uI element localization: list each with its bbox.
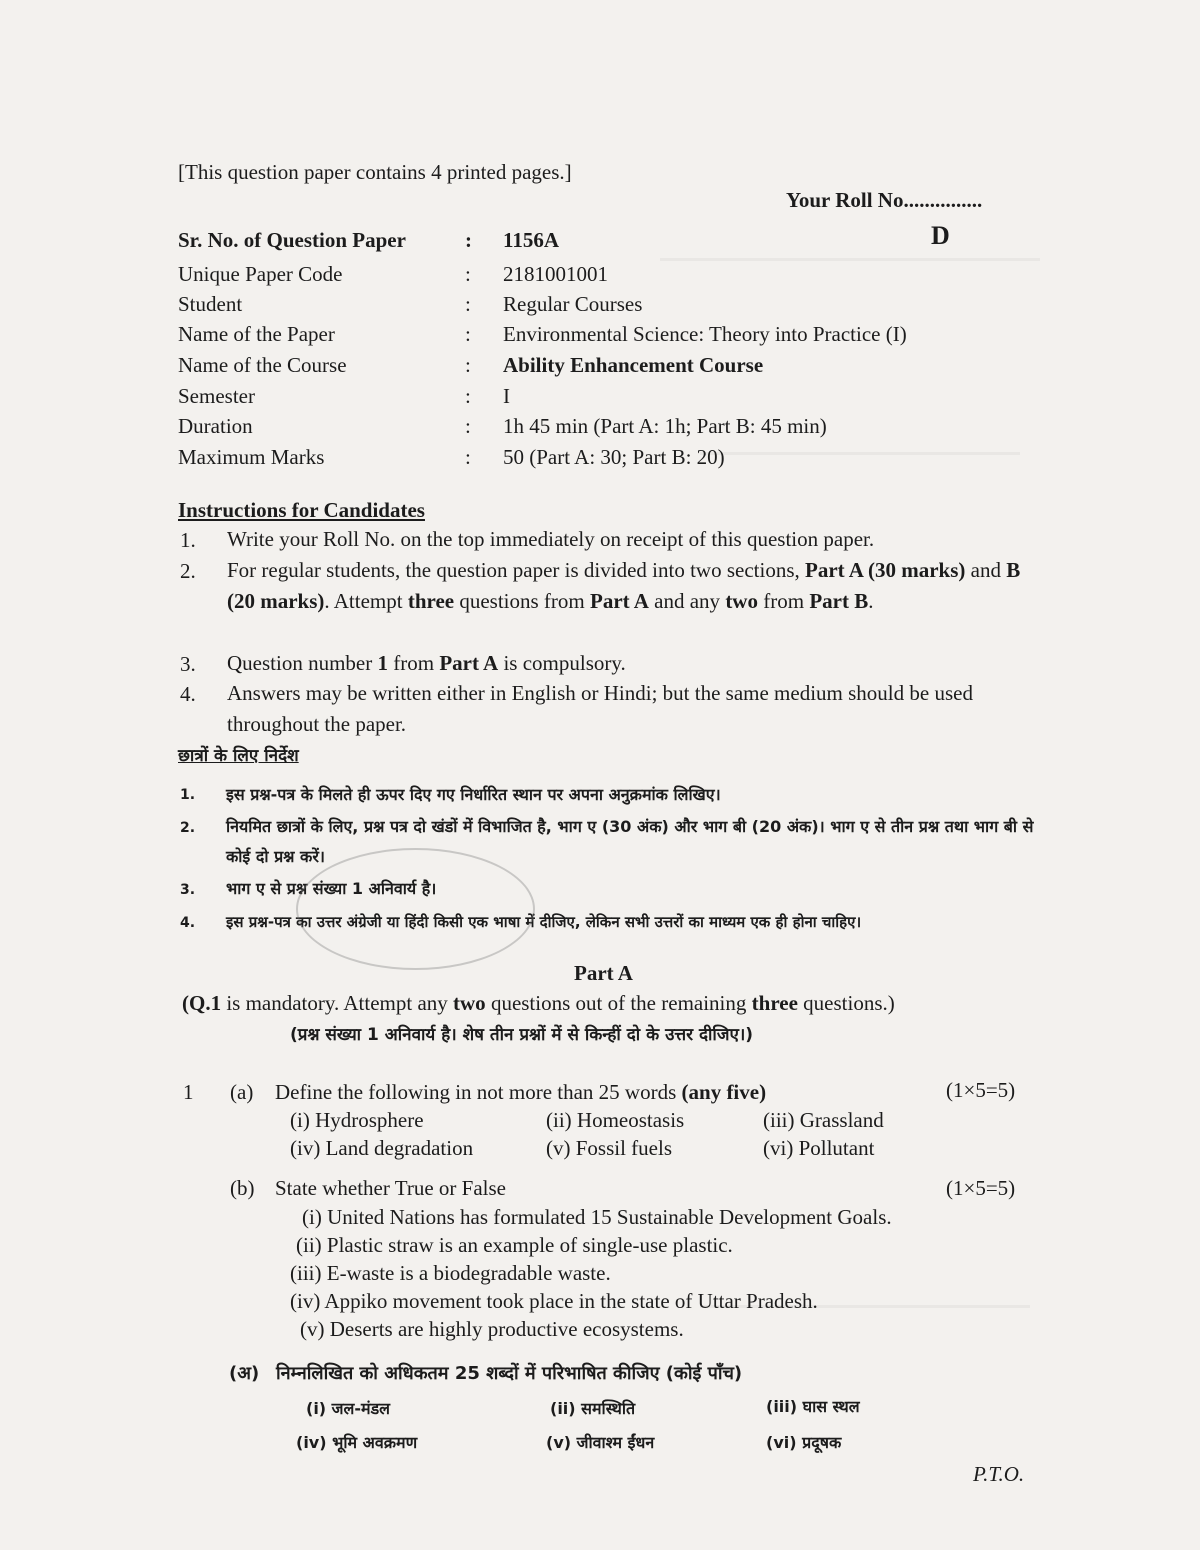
hindi-term-item: (i) जल-मंडल: [306, 1399, 391, 1418]
instruction-text: Write your Roll No. on the top immediately on receipt of this question paper.: [227, 527, 875, 551]
statement-item: (iv) Appiko movement took place in the state of Uttar Pradesh.: [290, 1289, 818, 1313]
meta-colon: :: [465, 228, 472, 252]
hindi-term-item: (iii) घास स्थल: [766, 1397, 860, 1416]
meta-label: Name of the Paper: [178, 322, 335, 346]
question-number: 1: [183, 1080, 194, 1104]
statement-item: (v) Deserts are highly productive ecosystems.: [300, 1317, 684, 1341]
part-a-heading: Part A: [574, 961, 633, 985]
statement-item: (ii) Plastic straw is an example of single-use plastic.: [296, 1233, 733, 1257]
meta-label: Semester: [178, 384, 255, 408]
instruction-number: 3.: [180, 652, 196, 676]
instruction-number: 1.: [180, 528, 196, 552]
meta-value: 50 (Part A: 30; Part B: 20): [503, 445, 725, 469]
hindi-subquestion-label: (अ): [229, 1363, 260, 1384]
meta-colon: :: [465, 292, 471, 316]
term-item: (ii) Homeostasis: [546, 1108, 685, 1132]
meta-value: 1156A: [503, 228, 560, 252]
hindi-instruction-number: 4.: [180, 915, 196, 931]
library-stamp: [296, 848, 535, 970]
term-item: (v) Fossil fuels: [546, 1136, 672, 1160]
meta-colon: :: [465, 414, 471, 438]
subquestion-text: State whether True or False: [275, 1176, 506, 1200]
instruction-number: 4.: [180, 682, 196, 706]
marks-label: (1×5=5): [946, 1176, 1016, 1200]
hindi-instruction-text: भाग ए से प्रश्न संख्या 1 अनिवार्य है।: [226, 879, 437, 898]
hindi-term-item: (v) जीवाश्म ईंधन: [546, 1433, 655, 1452]
instructions-heading: Instructions for Candidates: [178, 498, 425, 522]
meta-colon: :: [465, 262, 471, 286]
instruction-text: Answers may be written either in English or Hindi; but the same medium should be used throughout the paper.: [227, 681, 973, 736]
marks-label: (1×5=5): [946, 1078, 1016, 1102]
hindi-instruction-text: नियमित छात्रों के लिए, प्रश्न पत्र दो खंडों में विभाजित है, भाग ए (30 अंक) और भाग बी (20 अंक)। भाग ए से तीन प्रश्न तथा भाग बी से कोई दो प्रश्न करें।: [226, 817, 1034, 866]
term-item: (vi) Pollutant: [763, 1136, 875, 1160]
meta-label: Name of the Course: [178, 353, 347, 377]
subquestion-label: (a): [230, 1080, 254, 1104]
statement-item: (i) United Nations has formulated 15 Sustainable Development Goals.: [302, 1205, 892, 1229]
meta-label: Student: [178, 292, 243, 316]
meta-label: Maximum Marks: [178, 445, 325, 469]
meta-colon: :: [465, 445, 471, 469]
hindi-instruction-number: 2.: [180, 820, 196, 836]
subquestion-label: (b): [230, 1176, 255, 1200]
hindi-term-item: (iv) भूमि अवक्रमण: [296, 1433, 418, 1452]
roll-number-field: Your Roll No...............: [786, 188, 983, 212]
meta-colon: :: [465, 322, 471, 346]
meta-colon: :: [465, 384, 471, 408]
hindi-instruction-number: 1.: [180, 787, 196, 803]
page-count-note: [This question paper contains 4 printed pages.]: [178, 160, 572, 184]
meta-value: Ability Enhancement Course: [503, 353, 764, 377]
meta-value: Regular Courses: [503, 292, 643, 316]
term-item: (iv) Land degradation: [290, 1136, 474, 1160]
hindi-instructions-heading: छात्रों के लिए निर्देश: [178, 746, 299, 766]
instruction-text: For regular students, the question paper is divided into two sections, Part A (30 marks) and B (20 marks). Attempt three questions from Part A and any two from Part B.: [227, 558, 1021, 613]
meta-value: I: [503, 384, 510, 408]
subquestion-text: Define the following in not more than 25 words (any five): [275, 1080, 767, 1104]
hindi-instruction-text: इस प्रश्न-पत्र के मिलते ही ऊपर दिए गए निर्धारित स्थान पर अपना अनुक्रमांक लिखिए।: [226, 785, 721, 804]
meta-value: Environmental Science: Theory into Practice (I): [503, 322, 907, 346]
hindi-instruction-text: इस प्रश्न-पत्र का उत्तर अंग्रेजी या हिंदी किसी एक भाषा में दीजिए, लेकिन सभी उत्तरों का माध्यम एक ही होना चाहिए।: [226, 913, 862, 931]
instruction-number: 2.: [180, 559, 196, 583]
please-turn-over: P.T.O.: [973, 1462, 1025, 1486]
meta-value: 1h 45 min (Part A: 1h; Part B: 45 min): [503, 414, 827, 438]
instruction-text: Question number 1 from Part A is compulsory.: [227, 651, 626, 675]
term-item: (i) Hydrosphere: [290, 1108, 424, 1132]
meta-label: Duration: [178, 414, 253, 438]
term-item: (iii) Grassland: [763, 1108, 884, 1132]
statement-item: (iii) E-waste is a biodegradable waste.: [290, 1261, 611, 1285]
hindi-instruction-number: 3.: [180, 882, 196, 898]
bleed-through-mark: [660, 258, 1040, 261]
hindi-term-item: (vi) प्रदूषक: [766, 1433, 842, 1452]
meta-colon: :: [465, 353, 471, 377]
meta-value: 2181001001: [503, 262, 608, 286]
meta-label: Sr. No. of Question Paper: [178, 228, 406, 252]
bleed-through-mark: [700, 452, 1020, 455]
set-letter: D: [931, 221, 950, 250]
hindi-subquestion-text: निम्नलिखित को अधिकतम 25 शब्दों में परिभाषित कीजिए (कोई पाँच): [276, 1363, 743, 1384]
part-a-note: (Q.1 is mandatory. Attempt any two questions out of the remaining three questions.): [182, 991, 895, 1015]
part-a-note-hindi: (प्रश्न संख्या 1 अनिवार्य है। शेष तीन प्रश्नों में से किन्हीं दो के उत्तर दीजिए।): [290, 1025, 754, 1045]
hindi-term-item: (ii) समस्थिति: [550, 1399, 636, 1418]
meta-label: Unique Paper Code: [178, 262, 343, 286]
